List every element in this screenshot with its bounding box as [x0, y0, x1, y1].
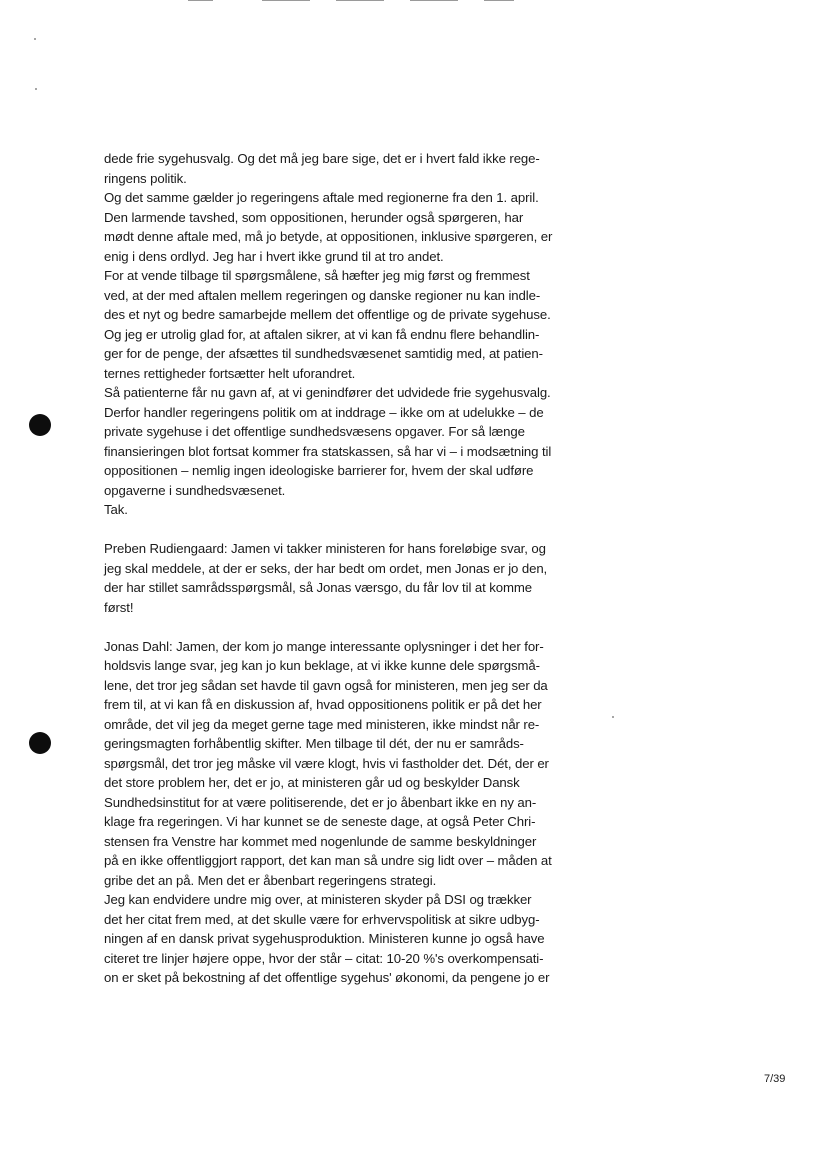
text-line: ningen af en dansk privat sygehusproduktion. Ministeren kunne jo også have	[104, 931, 545, 946]
paragraph-1	[104, 149, 594, 188]
page-number: 7/39	[764, 1073, 786, 1085]
paragraph-4	[104, 383, 594, 500]
text-line: opgaverne i sundhedsvæsenet.	[104, 482, 286, 498]
scan-top-rule-2	[262, 0, 310, 1]
text-line: område, det vil jeg da meget gerne tage med ministeren, ikke mindst når re-	[104, 716, 540, 732]
text-line: on er sket på bekostning af det offentlige sygehus' økonomi, da pengene jo er	[104, 970, 550, 985]
text-line: det store problem her, det er jo, at ministeren går ud og beskylder Dansk	[104, 775, 520, 790]
paragraph-3	[104, 266, 594, 383]
text-line: frem til, at vi kan få en diskussion af, hvad oppositionens politik er på det her	[104, 697, 542, 712]
punch-hole-top	[29, 414, 51, 436]
text-line: klage fra regeringen. Vi har kunnet se de seneste dage, at også Peter Chri-	[104, 814, 536, 829]
scan-top-rule-1	[188, 0, 213, 1]
scan-speck-1	[34, 38, 36, 40]
text-line: finansieringen blot fortsat kommer fra statskassen, så har vi – i modsætning til	[104, 443, 552, 459]
text-line: Derfor handler regeringens politik om at inddrage – ikke om at udelukke – de	[104, 404, 544, 420]
paragraph-6-speaker-rudiengaard	[104, 539, 594, 617]
text-line: Jonas Dahl: Jamen, der kom jo mange interessante oplysninger i det her for-	[104, 638, 544, 654]
scan-top-rule-4	[410, 0, 458, 1]
text-line: For at vende tilbage til spørgsmålene, så hæfter jeg mig først og fremmest	[104, 268, 530, 283]
text-line: Tak.	[104, 502, 128, 517]
document-body	[104, 149, 594, 988]
text-line: Og jeg er utrolig glad for, at aftalen sikrer, at vi kan få endnu flere behandlin-	[104, 326, 540, 342]
text-line: citeret tre linjer højere oppe, hvor der står – citat: 10-20 %'s overkompensati-	[104, 950, 544, 966]
text-line: jeg skal meddele, at der er seks, der har bedt om ordet, men Jonas er jo den,	[104, 560, 548, 576]
text-line: det her citat frem med, at det skulle være for erhvervspolitisk at sikre udbyg-	[104, 911, 540, 927]
paragraph-5	[104, 500, 594, 520]
text-line: geringsmagten forhåbentlig skifter. Men tilbage til dét, der nu er samråds-	[104, 736, 524, 751]
text-line: ternes rettigheder fortsætter helt uforandret.	[104, 365, 356, 381]
text-line: der har stillet samrådsspørgsmål, så Jonas værsgo, du får lov til at komme	[104, 580, 532, 595]
text-line: Jeg kan endvidere undre mig over, at ministeren skyder på DSI og trækker	[104, 892, 532, 907]
text-line: spørgsmål, det tror jeg måske vil være klogt, hvis vi fastholder det. Dét, der er	[104, 755, 549, 771]
text-line: Så patienterne får nu gavn af, at vi genindfører det udvidede frie sygehusvalg.	[104, 385, 551, 400]
scan-speck-3	[612, 716, 614, 718]
scan-top-rule-5	[484, 0, 514, 1]
text-line: Den larmende tavshed, som oppositionen, herunder også spørgeren, har	[104, 209, 524, 225]
text-line: ger for de penge, der afsættes til sundhedsvæsenet samtidig med, at patien-	[104, 346, 543, 361]
text-line: Sundhedsinstitut for at være politiserende, det er jo åbenbart ikke en ny an-	[104, 794, 537, 810]
text-line: på en ikke offentliggjort rapport, det kan man så undre sig lidt over – måden at	[104, 853, 552, 868]
scan-top-rule-3	[336, 0, 384, 1]
text-line: des et nyt og bedre samarbejde mellem det offentlige og de private sygehuse.	[104, 307, 551, 322]
paragraph-gap	[104, 520, 594, 540]
text-line: mødt denne aftale med, må jo betyde, at oppositionen, inklusive spørgeren, er	[104, 229, 553, 244]
punch-hole-bottom	[29, 732, 51, 754]
text-line: Preben Rudiengaard: Jamen vi takker ministeren for hans foreløbige svar, og	[104, 541, 546, 556]
scan-speck-2	[35, 88, 37, 90]
text-line: Og det samme gælder jo regeringens aftale med regionerne fra den 1. april.	[104, 190, 539, 205]
text-line: dede frie sygehusvalg. Og det må jeg bare sige, det er i hvert fald ikke rege-	[104, 151, 540, 166]
text-line: enig i dens ordlyd. Jeg har i hvert ikke grund til at tro andet.	[104, 248, 444, 264]
paragraph-8	[104, 890, 594, 988]
text-line: ringens politik.	[104, 170, 187, 186]
text-line: holdsvis lange svar, jeg kan jo kun beklage, at vi ikke kunne dele spørgsmå-	[104, 658, 540, 673]
text-line: oppositionen – nemlig ingen ideologiske barrierer for, hvem der skal udføre	[104, 463, 534, 478]
paragraph-gap	[104, 617, 594, 637]
text-line: ved, at der med aftalen mellem regeringen og danske regioner nu kan indle-	[104, 287, 541, 303]
paragraph-2	[104, 188, 594, 266]
text-line: først!	[104, 599, 134, 615]
text-line: gribe det an på. Men det er åbenbart regeringens strategi.	[104, 872, 437, 888]
text-line: stensen fra Venstre har kommet med nogenlunde de samme beskyldninger	[104, 833, 537, 849]
paragraph-7-speaker-dahl	[104, 637, 594, 891]
text-line: lene, det tror jeg sådan set havde til gavn også for ministeren, men jeg ser da	[104, 677, 548, 693]
text-line: private sygehuse i det offentlige sundhedsvæsens opgaver. For så længe	[104, 424, 525, 439]
